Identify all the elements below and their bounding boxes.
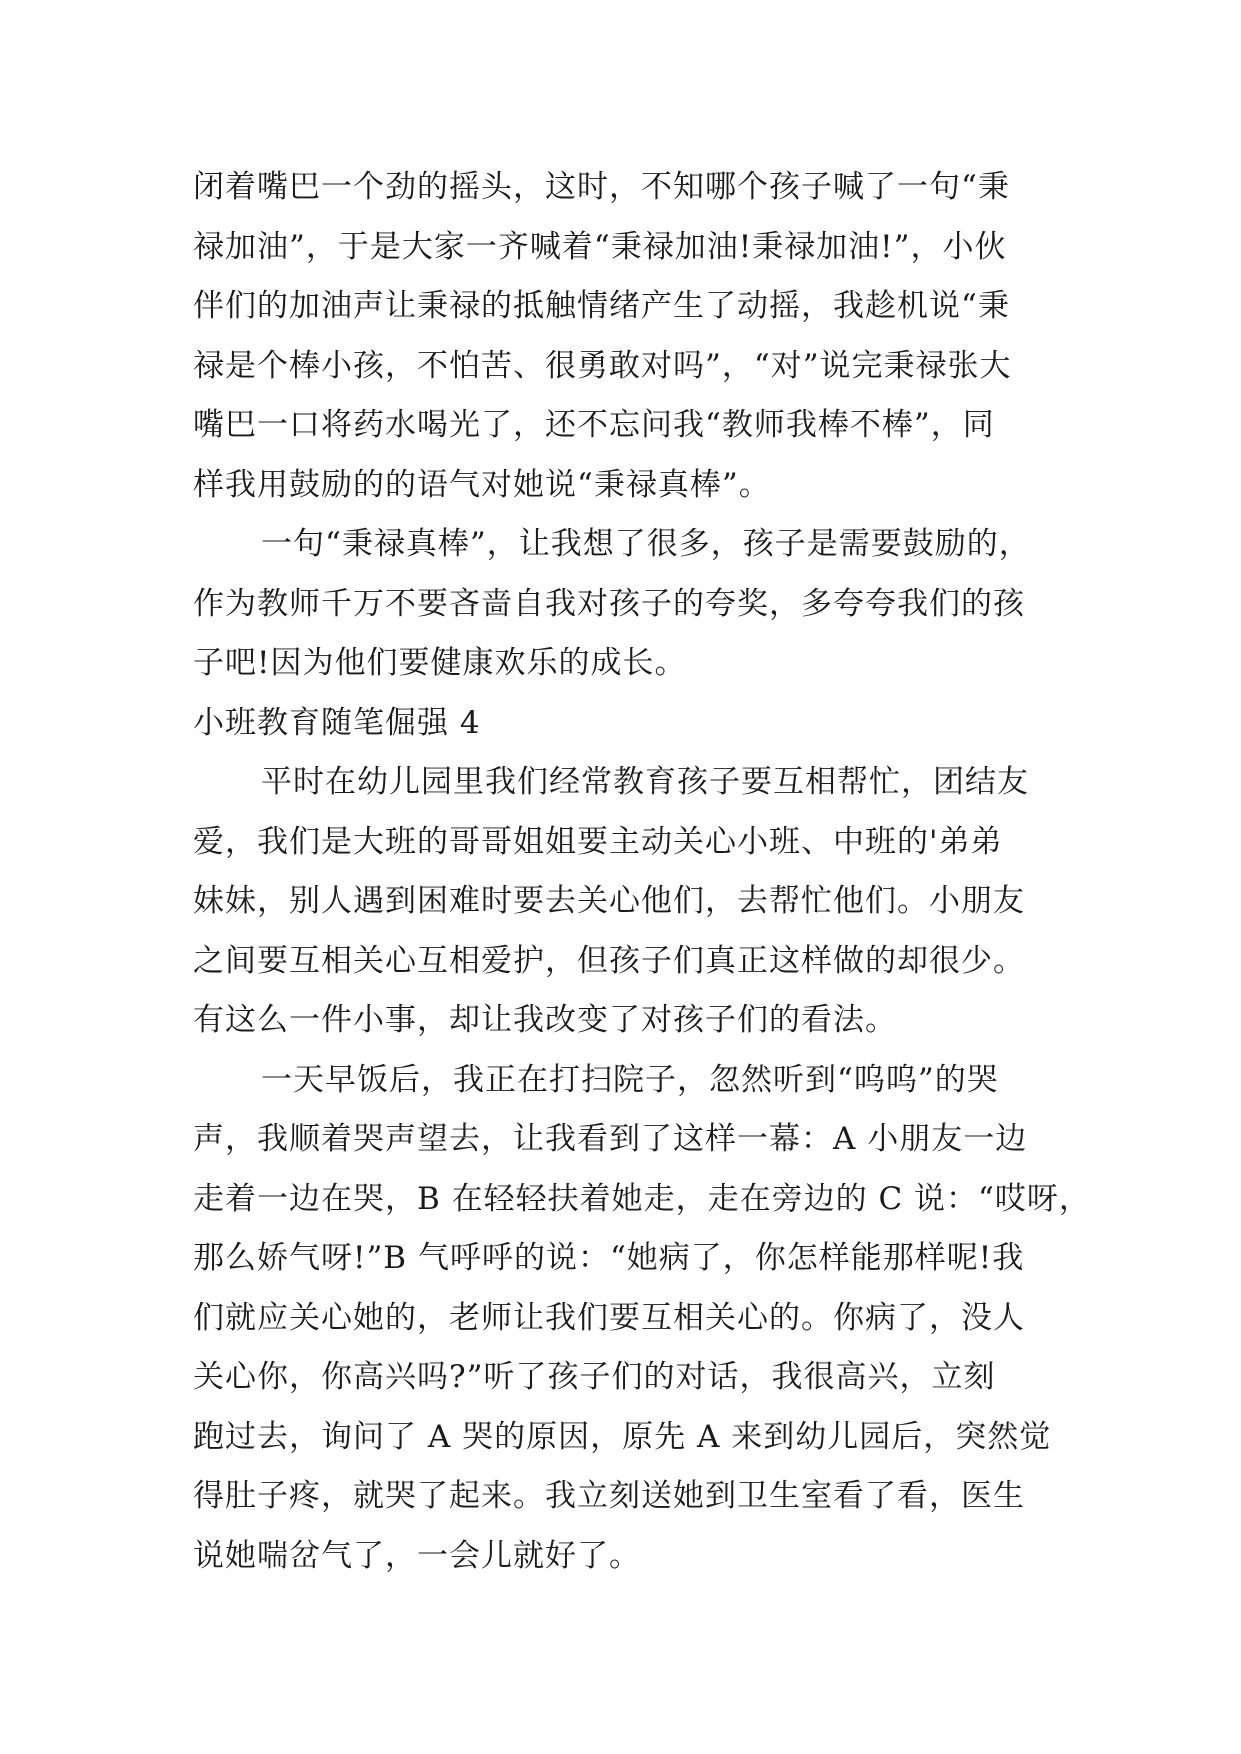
text-line: 走着一边在哭，B 在轻轻扶着她走，走在旁边的 C 说：“哎呀，	[193, 1180, 1091, 1217]
paragraph-start-line: 平时在幼儿园里我们经常教育孩子要互相帮忙，团结友	[261, 764, 1029, 800]
text-line: 闭着嘴巴一个劲的摇头，这时，不知哪个孩子喊了一句“秉	[193, 169, 1010, 205]
text-line: 关心你，你高兴吗?”听了孩子们的对话，我很高兴，立刻	[193, 1359, 996, 1395]
section-heading: 小班教育随笔倔强 4	[193, 704, 481, 741]
text-line: 有这么一件小事，却让我改变了对孩子们的看法。	[193, 1002, 897, 1038]
paragraph-start-line: 一天早饭后，我正在打扫院子，忽然听到“呜呜”的哭	[261, 1061, 999, 1098]
text-line: 禄是个棒小孩，不怕苦、很勇敢对吗”，“对”说完秉禄张大	[193, 347, 1012, 384]
paragraph-start-line: 一句“秉禄真棒”，让我想了很多，孩子是需要鼓励的，	[261, 526, 1031, 562]
text-line: 作为教师千万不要吝啬自我对孩子的夸奖，多夸夸我们的孩	[193, 585, 1025, 622]
text-line: 样我用鼓励的的语气对她说“秉禄真棒”。	[193, 466, 771, 503]
text-line: 妹妹，别人遇到困难时要去关心他们，去帮忙他们。小朋友	[193, 883, 1025, 919]
text-line: 嘴巴一口将药水喝光了，还不忘问我“教师我棒不棒”，同	[193, 407, 995, 443]
text-line: 爱，我们是大班的哥哥姐姐要主动关心小班、中班的'弟弟	[193, 823, 1003, 860]
text-line: 伴们的加油声让秉禄的抵触情绪产生了动摇，我趁机说“秉	[193, 288, 1010, 324]
text-line: 得肚子疼，就哭了起来。我立刻送她到卫生室看了看，医生	[193, 1478, 1025, 1514]
text-line: 跑过去，询问了 A 哭的原因，原先 A 来到幼儿园后，突然觉	[193, 1418, 1052, 1455]
text-line: 声，我顺着哭声望去，让我看到了这样一幕：A 小朋友一边	[193, 1121, 1028, 1157]
document-body	[193, 158, 1091, 1586]
text-line: 禄加油”，于是大家一齐喊着“秉禄加油!秉禄加油!”，小伙	[193, 228, 1007, 265]
text-line: 子吧!因为他们要健康欢乐的成长。	[193, 645, 687, 681]
text-line: 们就应关心她的，老师让我们要互相关心的。你病了，没人	[193, 1299, 1025, 1336]
text-line: 之间要互相关心互相爱护，但孩子们真正这样做的却很少。	[193, 942, 1025, 979]
text-line: 说她喘岔气了，一会儿就好了。	[193, 1537, 641, 1574]
text-line: 那么娇气呀!”B 气呼呼的说：“她病了，你怎样能那样呢!我	[193, 1240, 1025, 1276]
